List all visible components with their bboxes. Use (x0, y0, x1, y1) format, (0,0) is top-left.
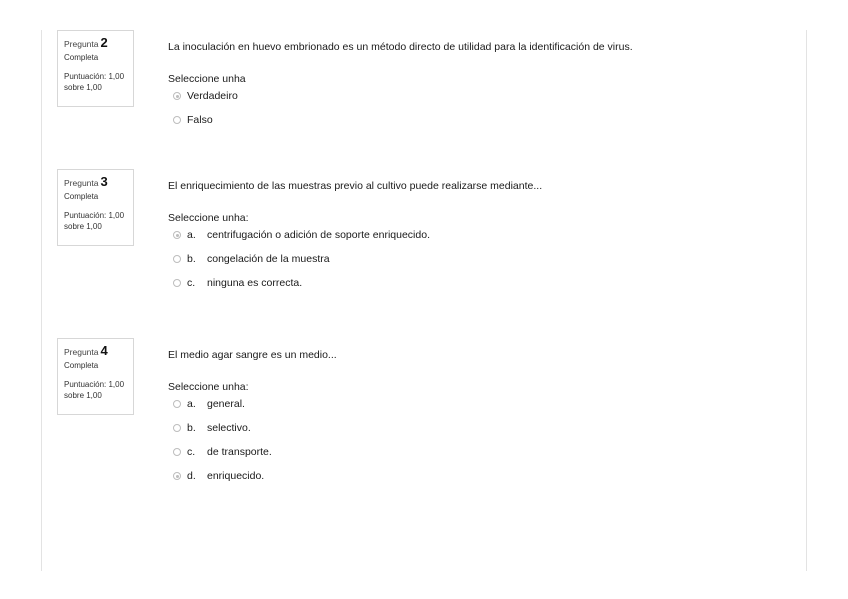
radio-button[interactable] (173, 448, 181, 456)
answer-option-a[interactable] (168, 228, 788, 242)
question-info-box (57, 169, 134, 246)
option-label: de transporte. (207, 446, 272, 458)
question-info-box (57, 30, 134, 107)
answer-options (168, 397, 788, 483)
answer-options (168, 228, 788, 290)
question-grade (64, 210, 133, 232)
grade-line-1: Puntuación: 1,00 (64, 72, 125, 81)
answer-prompt: Seleccione unha: (168, 212, 249, 224)
radio-button[interactable] (173, 255, 181, 263)
option-label: congelación de la muestra (207, 253, 330, 265)
option-label: ninguna es correcta. (207, 277, 303, 289)
option-label: Verdadeiro (187, 90, 238, 102)
option-letter: c. (187, 277, 196, 289)
radio-button-checked[interactable] (173, 92, 181, 100)
radio-button[interactable] (173, 116, 181, 124)
grade-line-2: sobre 1,00 (64, 222, 102, 231)
option-letter: c. (187, 446, 196, 458)
option-letter: a. (187, 229, 196, 241)
answer-option-b[interactable] (168, 421, 788, 435)
question-label: Pregunta (64, 39, 99, 49)
question-grade (64, 71, 133, 93)
question-number-line (64, 344, 133, 359)
option-letter: b. (187, 253, 196, 265)
question-state: Completa (64, 53, 99, 62)
question-label: Pregunta (64, 347, 99, 357)
grade-line-1: Puntuación: 1,00 (64, 380, 125, 389)
question-info-box (57, 338, 134, 415)
answer-option-c[interactable] (168, 445, 788, 459)
question-number: 4 (100, 343, 108, 358)
question-content (168, 348, 788, 493)
grade-line-2: sobre 1,00 (64, 391, 102, 400)
question-number: 2 (100, 35, 108, 50)
grade-line-1: Puntuación: 1,00 (64, 211, 125, 220)
question-content (168, 179, 788, 300)
question-state: Completa (64, 192, 99, 201)
page-border-right (806, 30, 807, 571)
option-letter: a. (187, 398, 196, 410)
grade-line-2: sobre 1,00 (64, 83, 102, 92)
option-label: selectivo. (207, 422, 251, 434)
option-label: Falso (187, 114, 213, 126)
radio-button[interactable] (173, 400, 181, 408)
question-label: Pregunta (64, 178, 99, 188)
answer-prompt: Seleccione unha (168, 73, 246, 85)
question-text: La inoculación en huevo embrionado es un método directo de utilidad para la identificación de virus. (168, 41, 633, 53)
question-number-line (64, 175, 133, 190)
option-label: general. (207, 398, 245, 410)
question-grade (64, 379, 133, 401)
radio-button[interactable] (173, 279, 181, 287)
answer-option-true[interactable] (168, 89, 788, 103)
radio-button-checked[interactable] (173, 231, 181, 239)
question-state: Completa (64, 361, 99, 370)
question-number: 3 (100, 174, 108, 189)
answer-option-a[interactable] (168, 397, 788, 411)
question-number-line (64, 36, 133, 51)
answer-option-b[interactable] (168, 252, 788, 266)
answer-option-d[interactable] (168, 469, 788, 483)
question-content (168, 40, 788, 137)
option-label: centrifugación o adición de soporte enriquecido. (207, 229, 430, 241)
answer-prompt: Seleccione unha: (168, 381, 249, 393)
answer-option-false[interactable] (168, 113, 788, 127)
radio-button-checked[interactable] (173, 472, 181, 480)
question-text: El medio agar sangre es un medio... (168, 349, 337, 361)
answer-option-c[interactable] (168, 276, 788, 290)
answer-options (168, 89, 788, 127)
page-border-left (41, 30, 42, 571)
option-letter: b. (187, 422, 196, 434)
question-text: El enriquecimiento de las muestras previo al cultivo puede realizarse mediante... (168, 180, 543, 192)
option-label: enriquecido. (207, 470, 265, 482)
radio-button[interactable] (173, 424, 181, 432)
option-letter: d. (187, 470, 196, 482)
